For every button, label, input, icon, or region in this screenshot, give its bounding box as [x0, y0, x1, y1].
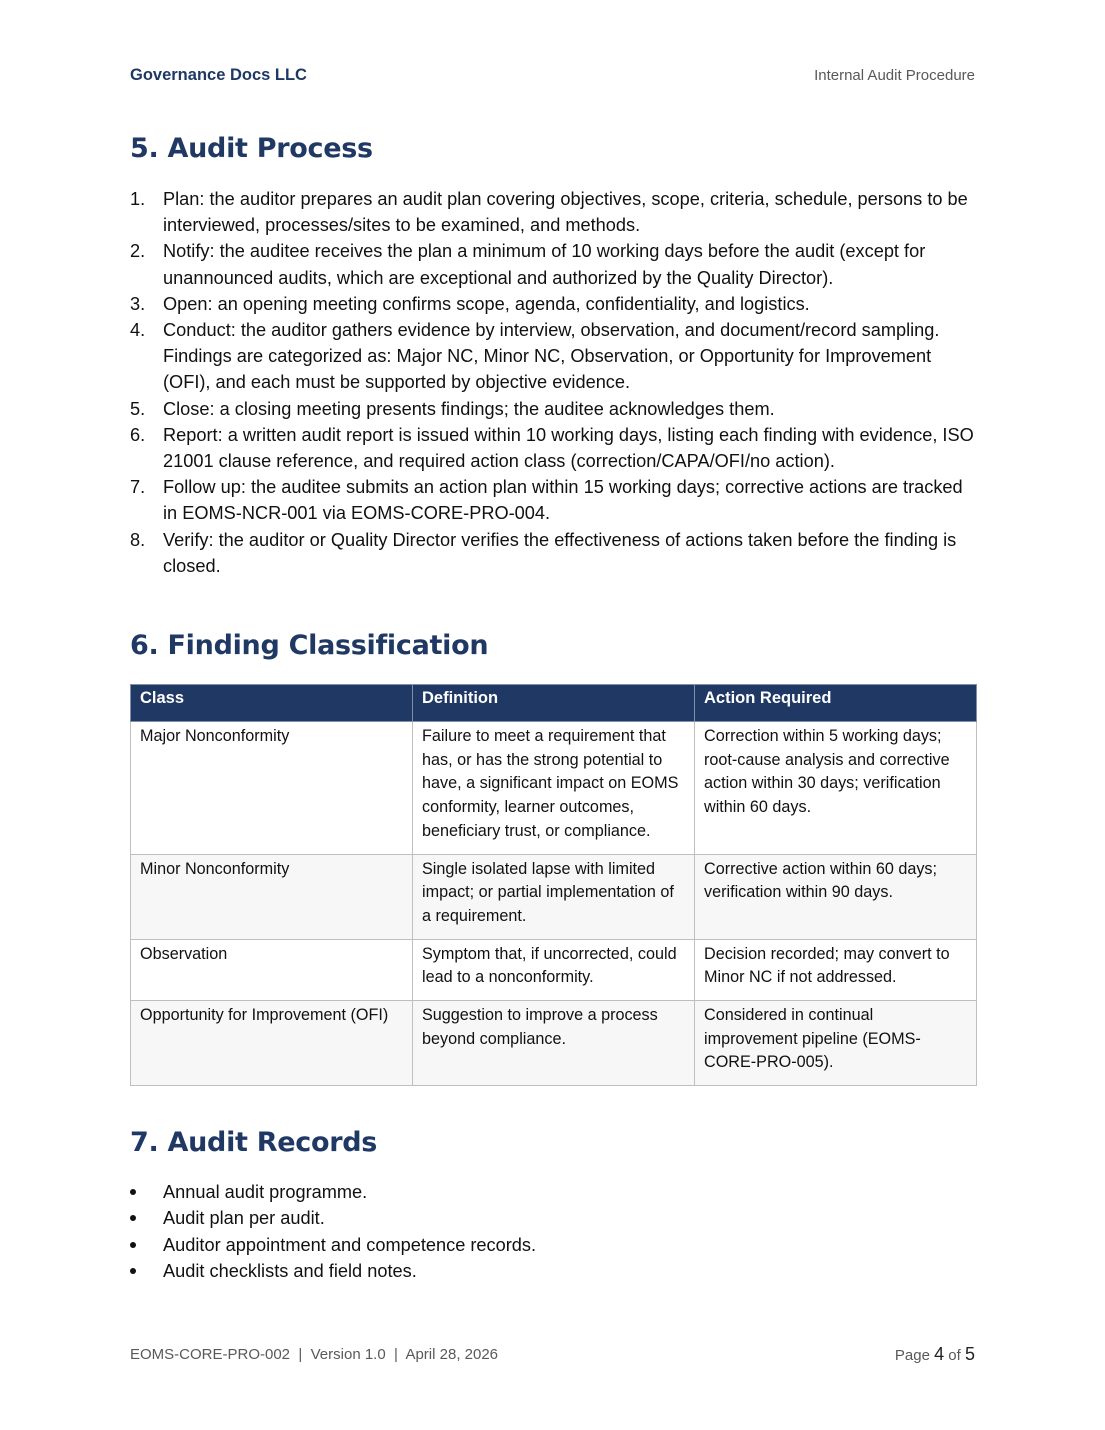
cell-definition: Single isolated lapse with limited impact; or partial implementation of a requirement.: [413, 854, 695, 939]
page-of-label: of: [948, 1346, 961, 1364]
table-header-row: [131, 685, 977, 722]
page-footer: [130, 1342, 975, 1366]
step-number: 3.: [130, 293, 146, 314]
list-item: [130, 422, 980, 474]
step-text: Open: an opening meeting confirms scope, agenda, confidentiality, and logistics.: [163, 293, 810, 314]
step-number: 8.: [130, 529, 146, 550]
bullet-icon: [130, 1215, 136, 1221]
cell-class: Opportunity for Improvement (OFI): [131, 1001, 413, 1086]
page-label: Page: [894, 1346, 930, 1364]
step-text: Conduct: the auditor gathers evidence by interview, observation, and document/record sampling. Findings are categorized as: Major NC, Minor NC, Observation, or Opportunity for Improvement (OFI), and each must be supported by objective evidence.: [163, 320, 940, 393]
cell-action-required: Decision recorded; may convert to Minor NC if not addressed.: [695, 939, 977, 1000]
bullet-icon: [130, 1189, 136, 1195]
column-header-definition: Definition: [413, 685, 695, 722]
page-number: [895, 1344, 975, 1365]
step-number: 6.: [130, 424, 146, 445]
list-item: [130, 291, 980, 317]
page-total: 5: [964, 1343, 975, 1364]
list-item: [130, 474, 980, 526]
table-row: [131, 722, 977, 855]
bullet-icon: [130, 1268, 136, 1274]
cell-action-required: Correction within 5 working days; root-cause analysis and corrective action within 30 days; verification within 60 days.: [695, 722, 977, 855]
record-text: Auditor appointment and competence records.: [163, 1234, 537, 1255]
column-header-action-required: Action Required: [695, 685, 977, 722]
table-row: [131, 854, 977, 939]
page-current: 4: [934, 1343, 945, 1364]
record-text: Audit plan per audit.: [163, 1208, 325, 1229]
step-text: Close: a closing meeting presents findings; the auditee acknowledges them.: [163, 398, 775, 419]
list-item: [130, 1232, 980, 1258]
table-row: [131, 1001, 977, 1086]
list-item: [130, 1205, 980, 1231]
step-text: Notify: the auditee receives the plan a minimum of 10 working days before the audit (except for unannounced audits, which are exceptional and authorized by the Quality Director).: [163, 241, 926, 288]
section-heading-audit-records: 7. Audit Records: [130, 1127, 378, 1158]
section-heading-audit-process: 5. Audit Process: [130, 133, 373, 164]
cell-definition: Failure to meet a requirement that has, or has the strong potential to have, a significant impact on EOMS conformity, learner outcomes, beneficiary trust, or compliance.: [413, 722, 695, 855]
list-item: [130, 317, 980, 396]
footer-separator: |: [298, 1345, 303, 1363]
step-number: 7.: [130, 477, 146, 498]
record-text: Audit checklists and field notes.: [163, 1261, 417, 1282]
list-item: [130, 527, 980, 579]
company-name: Governance Docs LLC: [130, 65, 307, 84]
section-heading-finding-classification: 6. Finding Classification: [130, 630, 489, 661]
list-item: [130, 238, 980, 290]
step-text: Plan: the auditor prepares an audit plan covering objectives, scope, criteria, schedule, persons to be interviewed, processes/sites to be examined, and methods.: [163, 189, 968, 236]
list-item: [130, 1179, 980, 1205]
finding-classification-table: [130, 684, 977, 1086]
step-number: 1.: [130, 189, 146, 209]
step-number: 4.: [130, 320, 146, 341]
footer-version: Version 1.0: [310, 1345, 386, 1363]
step-text: Report: a written audit report is issued within 10 working days, listing each finding with evidence, ISO 21001 clause reference, and required action class (correction/CAPA/OFI/no action).: [163, 424, 974, 472]
column-header-class: Class: [131, 685, 413, 722]
footer-document-info: [130, 1346, 498, 1363]
cell-action-required: Corrective action within 60 days; verification within 90 days.: [695, 854, 977, 939]
step-number: 2.: [130, 241, 146, 262]
cell-action-required: Considered in continual improvement pipeline (EOMS-CORE-PRO-005).: [695, 1001, 977, 1086]
audit-records-list: [130, 1179, 980, 1285]
list-item: [130, 396, 980, 422]
table-row: [131, 939, 977, 1000]
step-text: Verify: the auditor or Quality Director verifies the effectiveness of actions taken before the finding is closed.: [163, 529, 957, 576]
page-header: [130, 64, 975, 86]
footer-doc-id: EOMS-CORE-PRO-002: [130, 1345, 291, 1363]
audit-process-steps: [130, 186, 980, 579]
cell-definition: Symptom that, if uncorrected, could lead to a nonconformity.: [413, 939, 695, 1000]
cell-class: Observation: [131, 939, 413, 1000]
cell-class: Major Nonconformity: [131, 722, 413, 855]
footer-separator: |: [394, 1345, 398, 1363]
step-number: 5.: [130, 398, 146, 419]
header-document-title: Internal Audit Procedure: [814, 66, 975, 84]
step-text: Follow up: the auditee submits an action plan within 15 working days; corrective actions are tracked in EOMS-NCR-001 via EOMS-CORE-PRO-004.: [163, 477, 963, 524]
record-text: Annual audit programme.: [163, 1182, 368, 1202]
list-item: [130, 1258, 980, 1284]
cell-class: Minor Nonconformity: [131, 854, 413, 939]
list-item: [130, 186, 980, 238]
footer-date: April 28, 2026: [405, 1345, 499, 1363]
bullet-icon: [130, 1242, 136, 1248]
cell-definition: Suggestion to improve a process beyond compliance.: [413, 1001, 695, 1086]
